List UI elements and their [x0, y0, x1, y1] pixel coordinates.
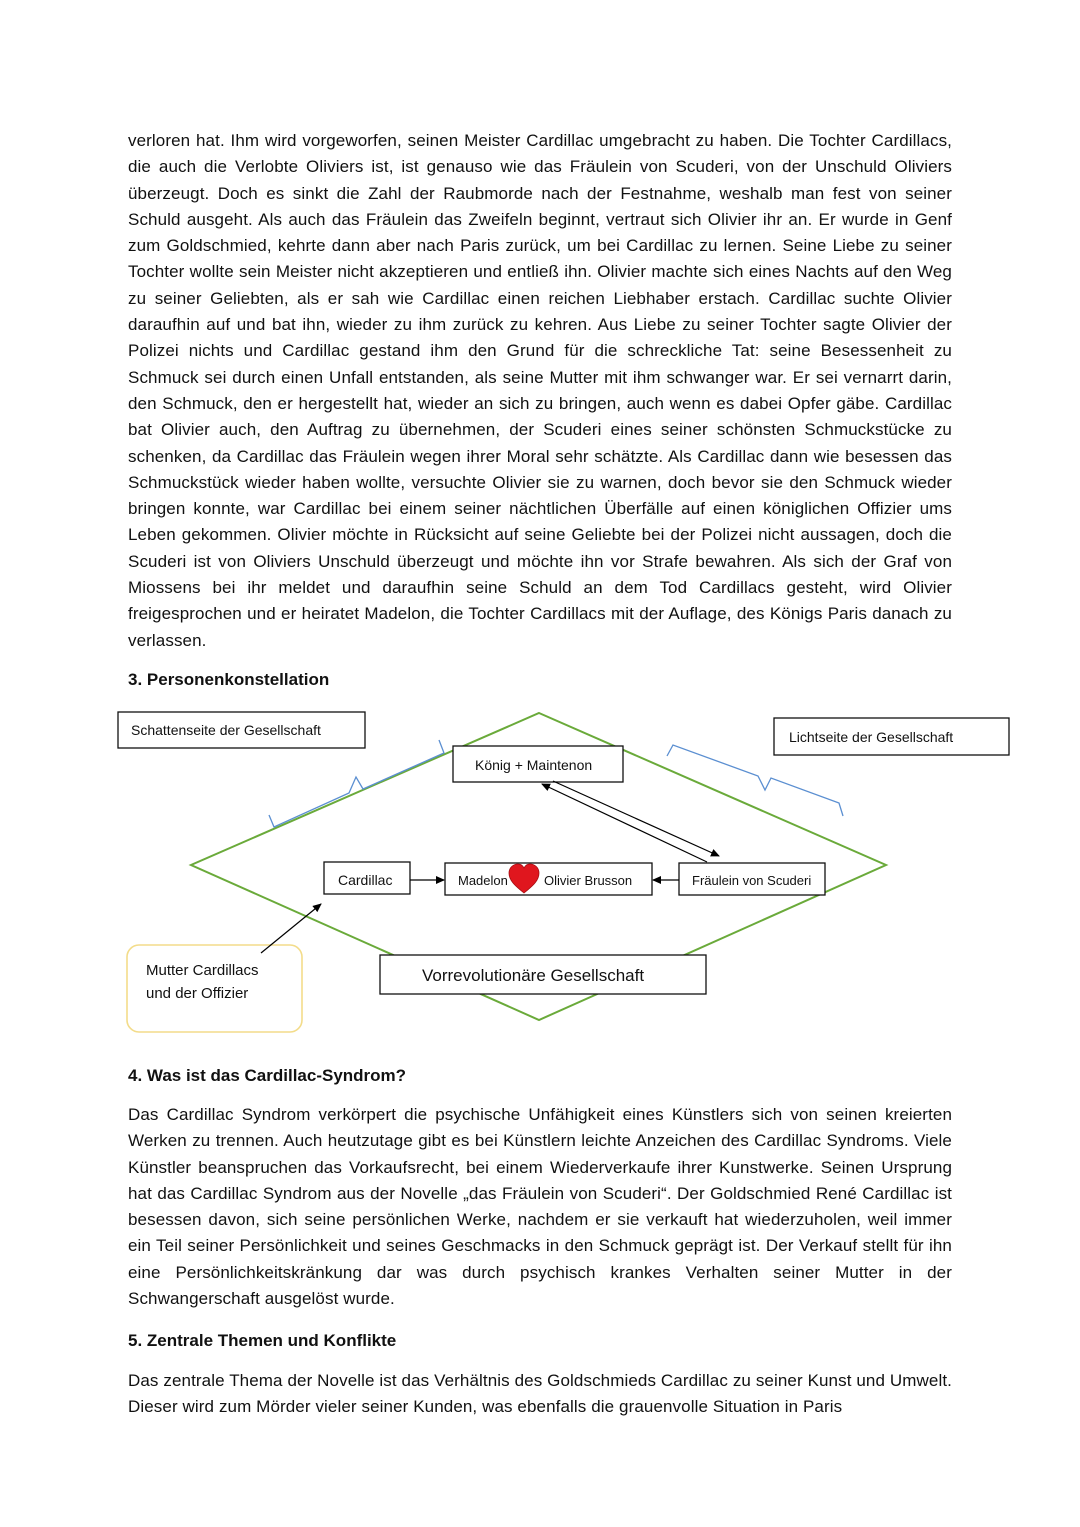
character-constellation-diagram — [0, 700, 1080, 1040]
heading-cardillac-syndrom: 4. Was ist das Cardillac-Syndrom? — [128, 1066, 407, 1085]
heading-personenkonstellation: 3. Personenkonstellation — [128, 670, 330, 689]
themes-paragraph: Das zentrale Thema der Novelle ist das Verhältnis des Goldschmieds Cardillac zu seiner Kunst und Umwelt. Dieser wird zum Mörder vieler seiner Kunden, was ebenfalls die grauenvolle Situation in Paris — [128, 1371, 952, 1417]
shadow-side-label: Schattenseite der Gesellschaft — [131, 722, 321, 738]
light-side-label: Lichtseite der Gesellschaft — [789, 729, 954, 745]
shadow-brace — [269, 740, 444, 827]
mother-label-line1: Mutter Cardillacs — [146, 962, 259, 979]
cardillac-label: Cardillac — [338, 872, 393, 888]
society-label: Vorrevolutionäre Gesellschaft — [422, 966, 645, 985]
king-label: König + Maintenon — [475, 757, 593, 773]
arrow-king-to-scuderi — [553, 781, 719, 856]
mother-label-line2: und der Offizier — [146, 985, 249, 1002]
olivier-label: Olivier Brusson — [544, 873, 633, 888]
arrow-scuderi-to-king — [542, 784, 707, 862]
syndrome-paragraph: Das Cardillac Syndrom verkörpert die psychische Unfähigkeit eines Künstlers sich von seinen kreierten Werken zu trennen. Auch heutzutage gibt es bei Künstlern leichte Anzeichen des Cardillac Syndroms. Viele Künstler beanspruchen das Vorkaufsrecht, bei einem Wiederverkaufe ihrer Kunstwerke. Seinen Ursprung hat das Cardillac Syndrom aus der Novelle „das Fräulein von Scuderi“. Der Goldschmied René Cardillac ist besessen davon, sich seine persönlichen Werke, nachdem er sie verkauft hat wiederzuholen, weil immer ein Teil seiner Persönlichkeit und seines Geschmacks in den Schmuck geprägt ist. Der Verkauf stellt für ihn eine Persönlichkeitskränkung dar was durch psychisch krankes Verhalten seiner Mutter in der Schwangerschaft ausgelöst wurde. — [128, 1105, 952, 1309]
heading-zentrale-themen: 5. Zentrale Themen und Konflikte — [128, 1331, 397, 1350]
scuderi-label: Fräulein von Scuderi — [692, 873, 812, 888]
summary-paragraph: verloren hat. Ihm wird vorgeworfen, seinen Meister Cardillac umgebracht zu haben. Die Tochter Cardillacs, die auch die Verlobte Oliviers ist, ist genauso wie das Fräulein von Scuderi, von der Unschuld Oliviers überzeugt. Doch es sinkt die Zahl der Raubmorde nach der Festnahme, weshalb man fest von seiner Schuld ausgeht. Als auch das Fräulein das Zweifeln beginnt, vertraut sich Olivier ihr an. Er wurde in Genf zum Goldschmied, kehrte dann aber nach Paris zurück, um bei Cardillac zu lernen. Seine Liebe zu seiner Tochter wollte sein Meister nicht akzeptieren und entließ ihn. Olivier machte sich eines Nachts auf den Weg zu seiner Geliebten, als er sah wie Cardillac einen reichen Liebhaber erstach. Cardillac suchte Olivier daraufhin auf und bat ihn, wieder zu ihm zurück zu kehren. Aus Liebe zu seiner Tochter sagte Olivier der Polizei nichts und Cardillac gestand ihm den Grund für die schreckliche Tat: seine Besessenheit zu Schmuck sei durch einen Unfall entstanden, als seine Mutter mit ihm schwanger war. Er sei vernarrt darin, den Schmuck, den er hergestellt hat, wieder an sich zu bringen, auch wenn es dabei Opfer gäbe. Cardillac bat Olivier auch, den Auftrag zu übernehmen, der Scuderi eines seiner schönsten Schmuckstücke zu schenken, da Cardillac das Fräulein wegen ihrer Moral sehr schätzte. Als Cardillac dann wie besessen das Schmuckstück wieder haben wollte, versuchte Olivier sie zu warnen, doch bevor sie den Schmuck wieder bringen konnte, war Cardillac bei einem seiner nächtlichen Überfälle auf einen königlichen Offizier ums Leben gekommen. Olivier möchte in Rücksicht auf seine Geliebte bei der Polizei nicht aussagen, doch die Scuderi ist von Oliviers Unschuld überzeugt und möchte ihn vor Strafe bewahren. Als sich der Graf von Miossens bei ihr meldet und daraufhin seine Schuld an dem Tod Cardillacs gesteht, wird Olivier freigesprochen und er heiratet Madelon, die Tochter Cardillacs mit der Auflage, des Königs Paris danach zu verlassen. — [128, 131, 952, 650]
madelon-label: Madelon — [458, 873, 508, 888]
